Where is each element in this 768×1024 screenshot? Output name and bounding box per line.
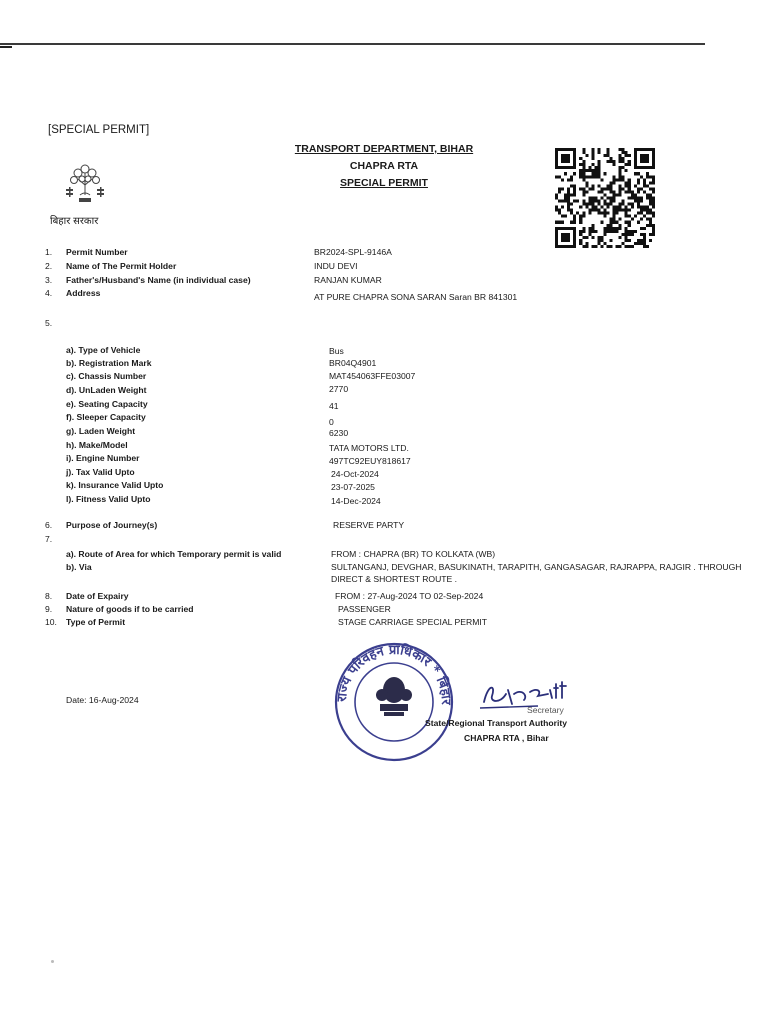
government-caption: बिहार सरकार xyxy=(50,216,99,227)
tax-valid-value: 24-Oct-2024 xyxy=(331,469,379,479)
field-number: 3. xyxy=(45,275,53,285)
field-number: 1. xyxy=(45,247,53,257)
via-value-line2: DIRECT & SHORTEST ROUTE . xyxy=(331,574,458,584)
fitness-valid-value: 14-Dec-2024 xyxy=(331,496,381,506)
document-title: SPECIAL PERMIT xyxy=(340,177,428,189)
bihar-emblem-icon xyxy=(58,155,112,210)
seal-text: राज्य परिवहन प्राधिकार * बिहार xyxy=(334,642,454,705)
make-model-value: TATA MOTORS LTD. xyxy=(329,443,409,453)
field-number: 10. xyxy=(45,617,57,627)
vehicle-label: j). Tax Valid Upto xyxy=(66,467,135,477)
permit-tag: [SPECIAL PERMIT] xyxy=(48,124,150,136)
office-title: CHAPRA RTA xyxy=(349,160,419,172)
scan-edge-line xyxy=(0,43,705,45)
vehicle-label: i). Engine Number xyxy=(66,453,140,463)
father-husband-value: RANJAN KUMAR xyxy=(314,275,382,285)
via-value-line1: SULTANGANJ, DEVGHAR, BASUKINATH, TARAPITH, GANGASAGAR, RAJRAPPA, RAJGIR . THROUGH xyxy=(331,562,742,572)
vehicle-label: h). Make/Model xyxy=(66,440,128,450)
field-number: 9. xyxy=(45,604,53,614)
vehicle-label: c). Chassis Number xyxy=(66,371,147,381)
field-label: b). Via xyxy=(66,562,92,572)
field-label: Name of The Permit Holder xyxy=(66,261,177,271)
field-label: Address xyxy=(66,288,101,298)
registration-value: BR04Q4901 xyxy=(329,358,377,368)
expiry-value: FROM : 27-Aug-2024 TO 02-Sep-2024 xyxy=(335,591,484,601)
insurance-valid-value: 23-07-2025 xyxy=(331,482,375,492)
permit-number-value: BR2024-SPL-9146A xyxy=(314,247,392,257)
signatory-authority: State/Regional Transport Authority xyxy=(425,718,567,728)
vehicle-label: k). Insurance Valid Upto xyxy=(66,480,164,490)
qr-code-icon xyxy=(554,148,656,248)
field-number: 8. xyxy=(45,591,53,601)
unladen-weight-value: 2770 xyxy=(329,384,349,394)
issue-date: Date: 16-Aug-2024 xyxy=(66,695,139,705)
laden-weight-value: 6230 xyxy=(329,428,349,438)
goods-value: PASSENGER xyxy=(338,604,391,614)
scan-speck xyxy=(51,960,54,963)
field-number: 4. xyxy=(45,288,53,298)
vehicle-label: f). Sleeper Capacity xyxy=(66,412,146,422)
vehicle-label: g). Laden Weight xyxy=(66,426,136,436)
field-label: Purpose of Journey(s) xyxy=(66,520,158,530)
field-label: Permit Number xyxy=(66,247,128,257)
engine-number-value: 497TC92EUY818617 xyxy=(329,456,411,466)
signatory-designation: Secretary xyxy=(527,705,564,715)
field-label: Type of Permit xyxy=(66,617,126,627)
permit-holder-value: INDU DEVI xyxy=(314,261,358,271)
field-label: Date of Expairy xyxy=(66,591,129,601)
field-number: 2. xyxy=(45,261,53,271)
department-title: TRANSPORT DEPARTMENT, BIHAR xyxy=(294,143,474,155)
signatory-office: CHAPRA RTA , Bihar xyxy=(464,733,549,743)
field-number: 6. xyxy=(45,520,53,530)
chassis-value: MAT454063FFE03007 xyxy=(329,371,416,381)
vehicle-label: d). UnLaden Weight xyxy=(66,385,147,395)
address-value: AT PURE CHAPRA SONA SARAN Saran BR 841301 xyxy=(314,292,518,302)
seating-capacity-value: 41 xyxy=(329,401,339,411)
field-label: a). Route of Area for which Temporary permit is valid xyxy=(66,549,282,559)
field-label: Father's/Husband's Name (in individual case) xyxy=(66,275,251,285)
scan-edge-mark xyxy=(0,46,12,48)
route-value: FROM : CHAPRA (BR) TO KOLKATA (WB) xyxy=(331,549,496,559)
field-number: 7. xyxy=(45,534,53,544)
field-label: Nature of goods if to be carried xyxy=(66,604,194,614)
vehicle-label: l). Fitness Valid Upto xyxy=(66,494,151,504)
vehicle-type-value: Bus xyxy=(329,346,344,356)
permit-type-value: STAGE CARRIAGE SPECIAL PERMIT xyxy=(338,617,487,627)
sleeper-capacity-value: 0 xyxy=(329,417,334,427)
field-number: 5. xyxy=(45,318,53,328)
vehicle-label: e). Seating Capacity xyxy=(66,399,148,409)
vehicle-label: b). Registration Mark xyxy=(66,358,152,368)
vehicle-label: a). Type of Vehicle xyxy=(66,345,141,355)
official-seal-icon xyxy=(330,640,458,764)
purpose-value: RESERVE PARTY xyxy=(333,520,405,530)
